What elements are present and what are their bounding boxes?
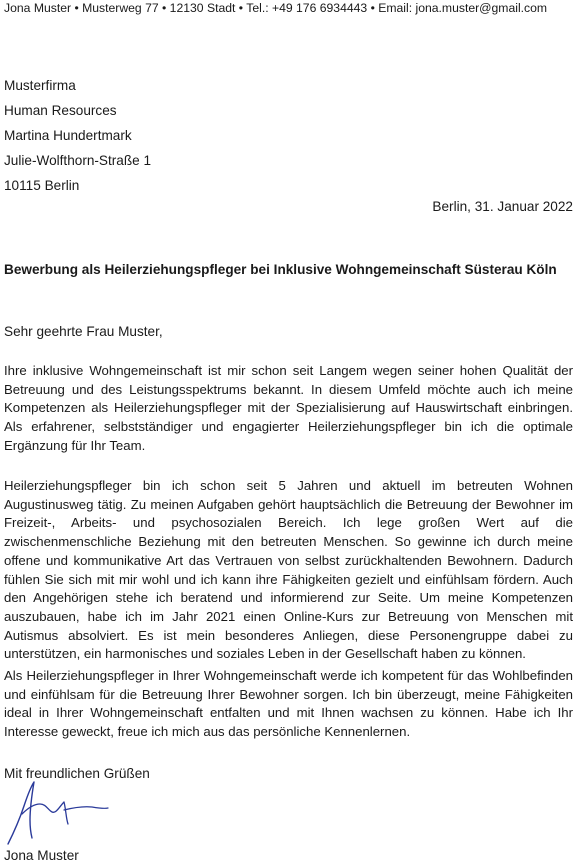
recipient-department: Human Resources [4, 103, 117, 118]
body-paragraph-3: Als Heilerziehungspfleger in Ihrer Wohngemeinschaft werde ich kompetent für das Wohlbefinden und einfühlsam für die Betreuung Ihrer Bewohner sorgen. Ich bin überzeugt, meine Fähigkeiten ideal in Ihrer Wohngemeinschaft entfalten und mit Ihnen wachsen zu können. Habe ich Ihr Interesse geweckt, freue ich mich aus das persönliche Kennenlernen. [4, 668, 573, 740]
recipient-street: Julie-Wolfthorn-Straße 1 [4, 153, 152, 168]
sender-contact-line: Jona Muster • Musterweg 77 • 12130 Stadt • Tel.: +49 176 6934443 • Email: jona.muster@gmail.com [4, 1, 548, 15]
body-paragraph-1: Ihre inklusive Wohngemeinschaft ist mir schon seit Langem wegen seiner hohen Qualität der Betreuung und des Leistungsspektrums bekannt. In diesem Umfeld möchte auch ich meine Kompetenzen als Heilerziehungspfleger mit der Spezialisierung auf Hauswirtschaft einbringen. Als erfahrener, selbstständiger und engagierter Heilerziehungspfleger bin ich die optimale Ergänzung für Ihr Team. [4, 363, 573, 453]
recipient-city: 10115 Berlin [4, 178, 80, 193]
handwritten-signature-icon [4, 780, 114, 850]
signer-name: Jona Muster [4, 848, 79, 863]
body-paragraph-2: Heilerziehungspfleger bin ich schon seit 5 Jahren und aktuell im betreuten Wohnen Augustinusweg tätig. Zu meinen Aufgaben gehört hauptsächlich die Betreuung der Bewohner im Freizeit-, Arbeits- und psychosozialen Bereich. Ich lege großen Wert auf die zwischenmenschliche Beziehung mit den betreuten Menschen. So gewinne ich durch meine offene und kommunikative Art das Vertrauen von selbst zurückhaltenden Bewohnern. Dadurch fühlen Sie sich mit mir wohl und ich kann ihre Fähigkeiten gezielt und einfühlsam fördern. Auch den Angehörigen stehe ich beratend und informierend zur Seite. Um meine Kompetenzen auszubauen, habe ich im Jahr 2021 einen Online-Kurs zur Betreuung von Menschen mit Autismus absolviert. Es ist mein besonderes Anliegen, diese Personengruppe dabei zu unterstützen, ein harmonisches und soziales Leben in der Gesellschaft haben zu können. [4, 478, 573, 662]
recipient-company: Musterfirma [4, 78, 76, 93]
letter-date: Berlin, 31. Januar 2022 [432, 199, 573, 214]
recipient-name: Martina Hundertmark [4, 128, 132, 143]
salutation: Sehr geehrte Frau Muster, [4, 324, 163, 339]
closing-phrase: Mit freundlichen Grüßen [4, 766, 150, 781]
letter-subject: Bewerbung als Heilerziehungspfleger bei Inklusive Wohngemeinschaft Süsterau Köln [4, 262, 557, 277]
recipient-address [4, 73, 151, 198]
